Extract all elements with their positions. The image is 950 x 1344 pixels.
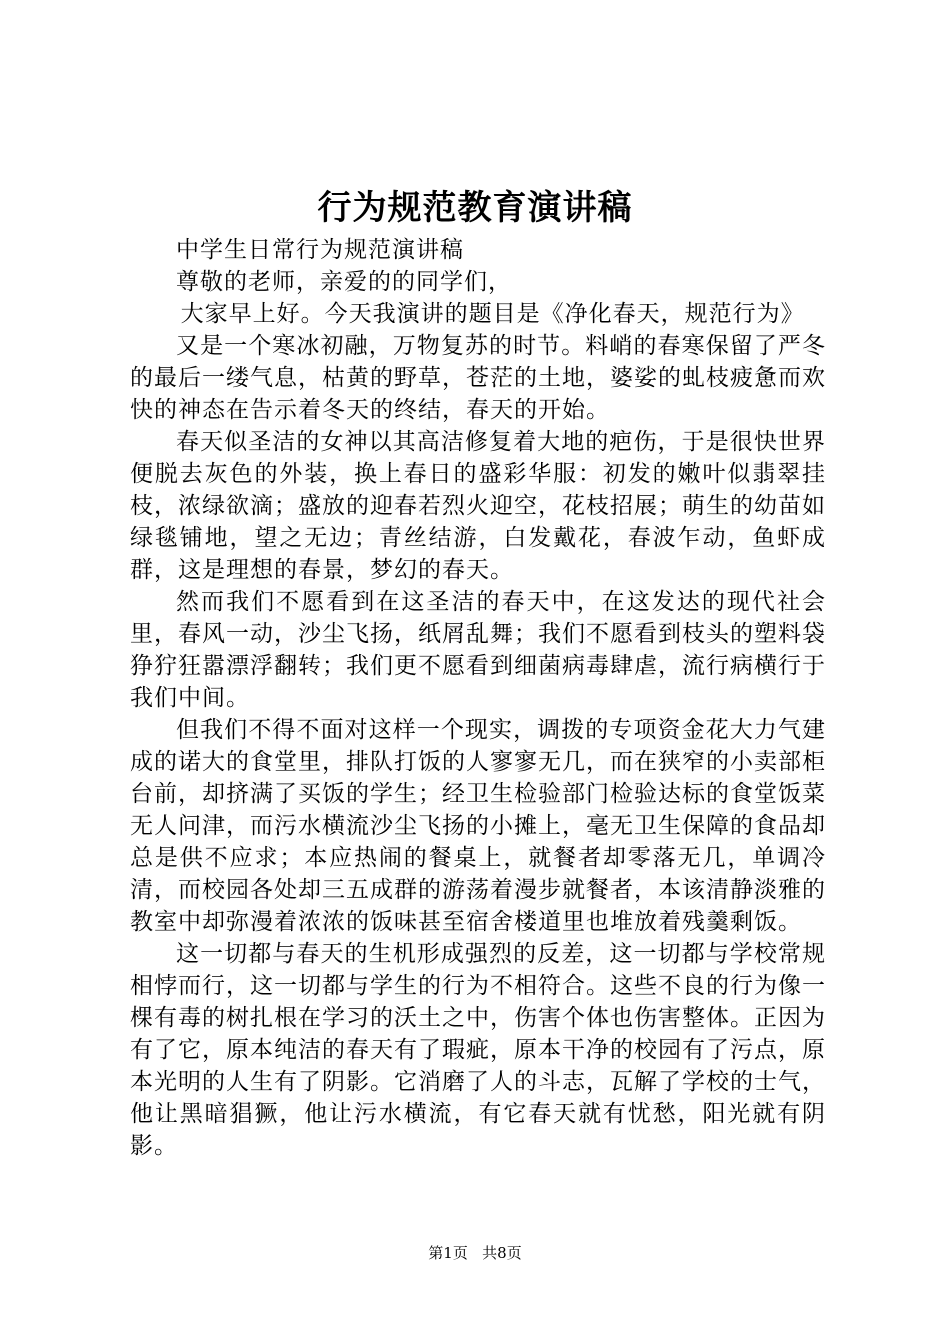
document-title: 行为规范教育演讲稿 bbox=[317, 188, 633, 228]
paragraph: 这一切都与春天的生机形成强烈的反差，这一切都与学校常规相悖而行，这一切都与学生的行为不相符合。这些不良的行为像一棵有毒的树扎根在学习的沃土之中，伤害个体也伤害整体。正因为有了它，原本纯洁的春天有了瑕疵，原本干净的校园有了污点，原本光明的人生有了阴影。它消磨了人的斗志，瓦解了学校的士气，他让黑暗猖獗，他让污水横流，有它春天就有忧愁，阳光就有阴影。 bbox=[130, 941, 826, 1159]
paragraph: 然而我们不愿看到在这圣洁的春天中，在这发达的现代社会里，春风一动，沙尘飞扬，纸屑乱舞；我们不愿看到枝头的塑料袋狰狞狂嚣漂浮翻转；我们更不愿看到细菌病毒肆虐，流行病横行于我们中间。 bbox=[130, 589, 826, 711]
document-body bbox=[130, 234, 826, 1162]
page-total: 共8页 bbox=[482, 1244, 522, 1262]
paragraph: 中学生日常行为规范演讲稿 bbox=[176, 237, 464, 263]
paragraph: 又是一个寒冰初融，万物复苏的时节。料峭的春寒保留了严冬的最后一缕气息，枯黄的野草，苍茫的土地，婆娑的虬枝疲惫而欢快的神态在告示着冬天的终结，春天的开始。 bbox=[130, 333, 826, 423]
page-footer bbox=[0, 1243, 950, 1263]
paragraph: 大家早上好。今天我演讲的题目是《净化春天，规范行为》 bbox=[180, 301, 805, 327]
paragraph: 春天似圣洁的女神以其高洁修复着大地的疤伤，于是很快世界便脱去灰色的外装，换上春日的盛彩华服：初发的嫩叶似翡翠挂枝，浓绿欲滴；盛放的迎春若烈火迎空，花枝招展；萌生的幼苗如绿毯铺地，望之无边；青丝结游，白发戴花，春波乍动，鱼虾成群，这是理想的春景，梦幻的春天。 bbox=[130, 429, 826, 583]
paragraph: 尊敬的老师，亲爱的的同学们， bbox=[176, 269, 512, 295]
paragraph: 但我们不得不面对这样一个现实，调拨的专项资金花大力气建成的诺大的食堂里，排队打饭的人寥寥无几，而在狭窄的小卖部柜台前，却挤满了买饭的学生；经卫生检验部门检验达标的食堂饭菜无人问津，而污水横流沙尘飞扬的小摊上，毫无卫生保障的食品却总是供不应求；本应热闹的餐桌上，就餐者却零落无几，单调冷清，而校园各处却三五成群的游荡着漫步就餐者，本该清静淡雅的教室中却弥漫着浓浓的饭味甚至宿舍楼道里也堆放着残羹剩饭。 bbox=[130, 717, 826, 935]
page-number: 第1页 bbox=[428, 1244, 468, 1262]
